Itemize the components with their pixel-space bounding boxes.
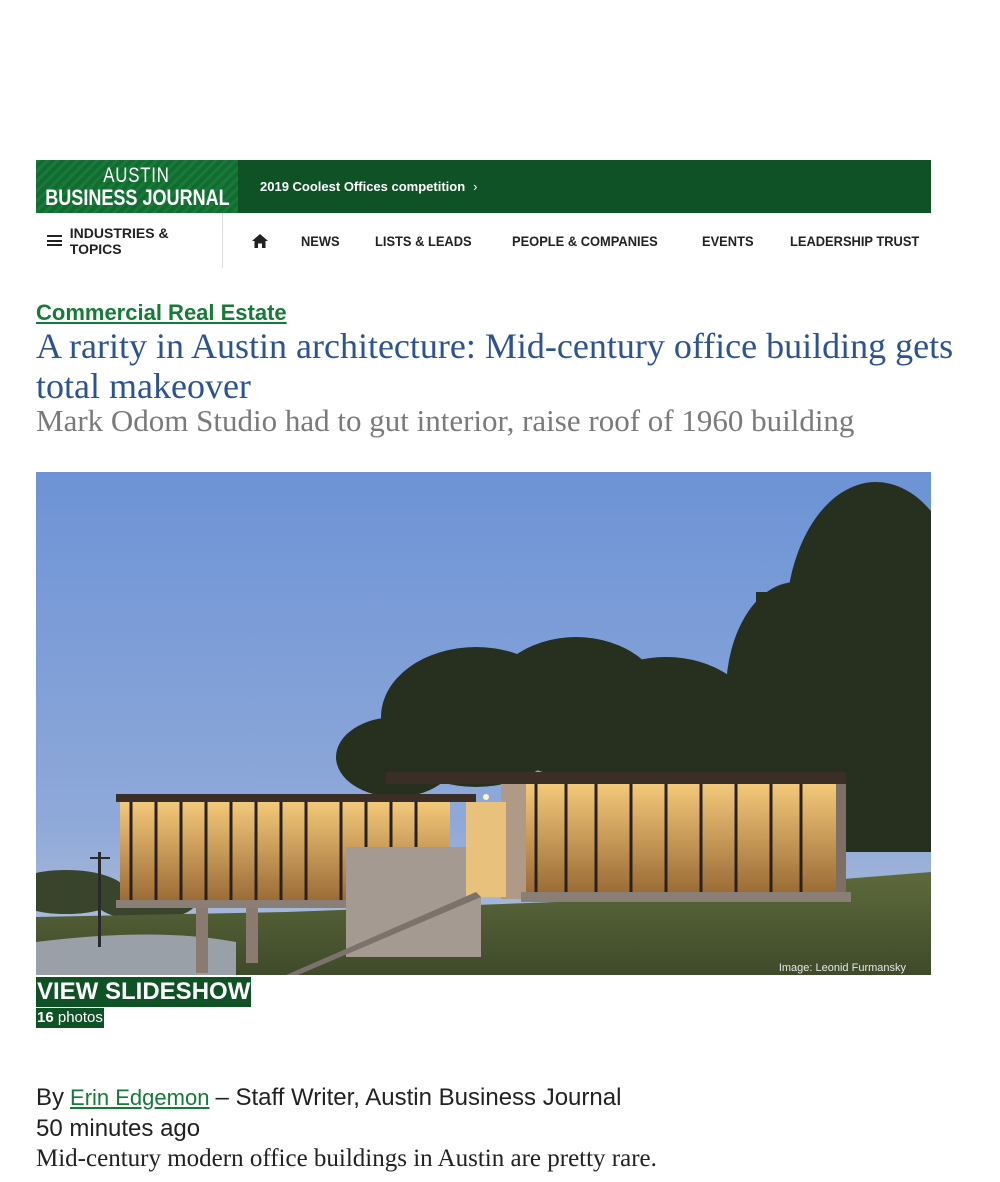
byline-prefix: By — [36, 1084, 65, 1111]
author-title: – Staff Writer, Austin Business Journal — [215, 1084, 622, 1111]
photo-count[interactable] — [36, 1008, 104, 1028]
site-header-banner — [36, 160, 931, 213]
timestamp: 50 minutes ago — [36, 1115, 201, 1142]
nav-leadership-trust[interactable]: LEADERSHIP TRUST — [790, 232, 920, 249]
view-slideshow-button[interactable]: VIEW SLIDESHOW — [37, 978, 251, 1005]
article-subheadline: Mark Odom Studio had to gut interior, raise roof of 1960 building — [36, 403, 855, 438]
nav-lists-leads[interactable]: LISTS & LEADS — [374, 232, 472, 249]
hero-photo[interactable] — [36, 472, 931, 975]
image-credit: Image: Leonid Furmansky — [778, 962, 906, 974]
nav-events[interactable]: EVENTS — [702, 232, 754, 249]
author-link[interactable]: Erin Edgemon — [70, 1085, 210, 1110]
promo-text: 2019 Coolest Offices competition — [260, 179, 466, 194]
logo-line-1: AUSTIN — [103, 163, 171, 187]
nav-news[interactable]: NEWS — [300, 232, 340, 249]
photo-count-label: photos — [57, 1009, 103, 1026]
chevron-right-icon: › — [473, 179, 478, 194]
home-icon[interactable] — [251, 233, 269, 249]
main-nav — [36, 213, 931, 268]
site-logo[interactable] — [36, 160, 238, 213]
industries-topics-menu[interactable] — [36, 213, 223, 268]
promo-link[interactable] — [238, 160, 478, 213]
menu-label: INDUSTRIES & TOPICS — [69, 224, 169, 257]
hamburger-icon — [47, 235, 62, 246]
article-headline: A rarity in Austin architecture: Mid-century office building gets total makeover — [36, 326, 954, 406]
logo-line-2: BUSINESS JOURNAL — [44, 184, 230, 210]
photo-count-number: 16 — [37, 1009, 54, 1026]
article-lede: Mid-century modern office buildings in Austin are pretty rare. — [36, 1145, 657, 1172]
nav-people-companies[interactable]: PEOPLE & COMPANIES — [512, 232, 658, 249]
byline — [36, 1084, 621, 1112]
section-link[interactable]: Commercial Real Estate — [36, 300, 287, 325]
